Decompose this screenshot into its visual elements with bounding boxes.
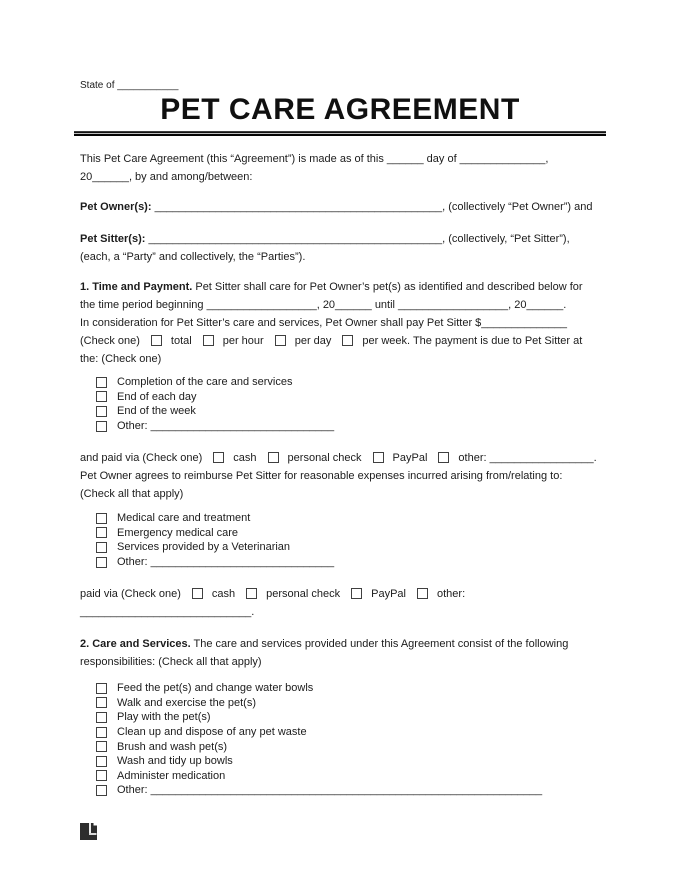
payment-due-checklist [80,375,334,433]
text-span: 20______, by and among/between: [80,171,253,183]
checkbox[interactable] [373,452,384,463]
bold-text: Pet Sitter(s): [80,233,146,245]
expense-checklist [80,511,334,569]
text-span: total [170,335,192,347]
section-2-care-and-services [80,635,568,671]
checklist-option [80,754,542,769]
text-span: ____________________________. [80,606,255,618]
checklist-option [80,555,334,570]
state-of-label: State of [80,80,118,91]
text-span: and paid via (Check one) [80,452,203,464]
checklist-option [80,769,542,784]
option-label: Feed the pet(s) and change water bowls [117,682,314,695]
checklist-option [80,696,542,711]
checklist-option [80,404,334,419]
checkbox[interactable] [351,588,362,599]
text-span: ________________________________________________, (collectively, “Pet Sitter”), [145,233,570,245]
text-span: the: (Check one) [80,353,162,365]
option-label: Other: ______________________________ [117,420,335,433]
text-span: Pet Sitter shall care for Pet Owner’s pet(s) as identified and described below for [192,281,583,293]
text-span: PayPal [392,452,428,464]
paid-via-paragraph [80,449,597,503]
checkbox[interactable] [96,697,107,708]
text-span: personal check [287,452,362,464]
checkbox[interactable] [417,588,428,599]
checklist-option [80,710,542,725]
checkbox[interactable] [246,588,257,599]
text-span: paid via (Check one) [80,588,181,600]
option-label: End of each day [117,390,197,403]
text-span: PayPal [371,588,406,600]
text-span: responsibilities: (Check all that apply) [80,656,262,668]
expense-paid-via-paragraph [80,585,465,621]
bold-text: 1. Time and Payment. [80,281,193,293]
checklist-option [80,511,334,526]
bold-text: Pet Owner(s): [80,201,152,213]
checkbox[interactable] [192,588,203,599]
text-span: Pet Owner agrees to reimburse Pet Sitter for reasonable expenses incurred arising from/relating to: [80,470,563,482]
checkbox[interactable] [151,335,162,346]
text-line [80,467,597,485]
text-line [80,485,597,503]
checkbox[interactable] [203,335,214,346]
option-label: Completion of the care and services [117,376,293,389]
text-span: cash [233,452,257,464]
checkbox[interactable] [96,377,107,388]
checklist-option [80,375,334,390]
checkbox[interactable] [96,727,107,738]
checkbox[interactable] [342,335,353,346]
checklist-option [80,739,542,754]
checklist-option [80,725,542,740]
checkbox[interactable] [268,452,279,463]
checkbox[interactable] [275,335,286,346]
checkbox[interactable] [96,756,107,767]
text-span: The care and services provided under this Agreement consist of the following [190,638,569,650]
checkbox[interactable] [96,527,107,538]
checkbox[interactable] [96,406,107,417]
pet-sitter-paragraph [80,230,570,266]
checkbox[interactable] [96,542,107,553]
option-label: Play with the pet(s) [117,711,211,724]
option-label: Clean up and dispose of any pet waste [117,726,307,739]
text-span: personal check [266,588,341,600]
text-span: cash [211,588,236,600]
text-line [80,168,548,186]
text-span: (each, a “Party” and collectively, the “Parties”). [80,251,306,263]
text-line [80,248,570,266]
option-label: Emergency medical care [117,526,239,539]
text-line [80,230,570,248]
text-span: other: [437,588,466,600]
checkbox[interactable] [96,741,107,752]
checkbox[interactable] [96,391,107,402]
state-of-blank-field[interactable]: ___________ [117,80,179,91]
text-line [80,296,583,314]
checkbox[interactable] [96,513,107,524]
bold-text: 2. Care and Services. [80,638,191,650]
text-line [80,150,548,168]
option-label: Services provided by a Veterinarian [117,541,291,554]
title-divider-rule [74,131,606,136]
text-span: other: _________________. [458,452,597,464]
checklist-option [80,390,334,405]
option-label: Brush and wash pet(s) [117,740,228,753]
text-line [80,449,597,467]
option-label: Walk and exercise the pet(s) [117,696,256,709]
checkbox[interactable] [96,785,107,796]
section-1-time-and-payment [80,278,583,368]
intro-paragraph [80,150,548,186]
text-line [80,653,568,671]
checklist-option [80,540,334,555]
option-label: Other: ________________________________________________________________ [117,784,543,797]
checkbox[interactable] [96,683,107,694]
checklist-option [80,419,334,434]
checkbox[interactable] [438,452,449,463]
option-label: Other: ______________________________ [117,556,335,569]
legal-templates-logo-icon [80,823,97,840]
text-line [80,198,592,216]
text-line [80,603,465,621]
checklist-option [80,526,334,541]
pet-owner-line [80,198,592,216]
checklist-option [80,681,542,696]
services-checklist [80,681,542,798]
checkbox[interactable] [96,770,107,781]
checkbox[interactable] [96,421,107,432]
checkbox[interactable] [96,557,107,568]
text-span: per day [294,335,332,347]
text-span: the time period beginning __________________, 20______ until __________________, 20______. [80,299,567,311]
text-span: (Check one) [80,335,140,347]
text-line [80,314,583,332]
text-span: In consideration for Pet Sitter’s care and services, Pet Owner shall pay Pet Sitter $______________ [80,317,567,329]
checkbox[interactable] [213,452,224,463]
option-label: Wash and tidy up bowls [117,755,233,768]
text-span: per week. The payment is due to Pet Sitter at [362,335,583,347]
text-line [80,278,583,296]
text-line [80,585,465,603]
option-label: Administer medication [117,769,226,782]
text-span: per hour [222,335,264,347]
text-span: (Check all that apply) [80,488,184,500]
text-line [80,332,583,350]
text-span: This Pet Care Agreement (this “Agreement”) is made as of this ______ day of ______________, [80,153,549,165]
text-span: _______________________________________________, (collectively “Pet Owner”) and [151,201,593,213]
checkbox[interactable] [96,712,107,723]
document-title: PET CARE AGREEMENT [160,93,520,126]
checklist-option [80,783,542,798]
text-line [80,350,583,368]
option-label: Medical care and treatment [117,512,251,525]
text-line [80,635,568,653]
option-label: End of the week [117,405,196,418]
